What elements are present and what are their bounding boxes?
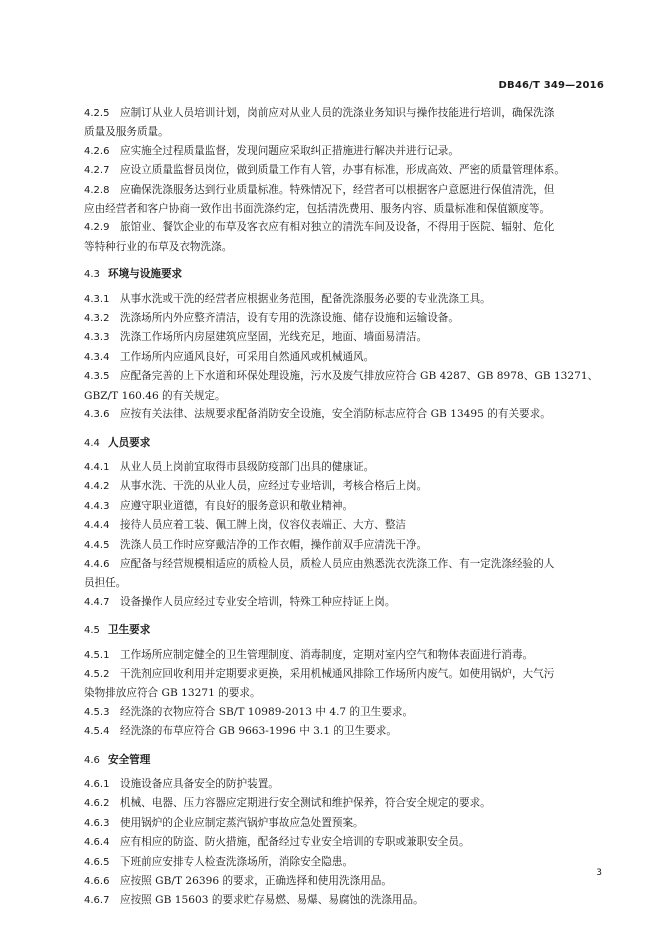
clause-line bbox=[84, 872, 604, 891]
clause-item bbox=[84, 290, 604, 309]
clause-number: 4.3.3 bbox=[84, 332, 110, 344]
clause-line bbox=[84, 646, 604, 665]
clause-text: 应实施全过程质量监督，发现问题应采取纠正措施进行解决并进行记录。 bbox=[120, 144, 459, 157]
clause-text: 应按照 GB/T 26396 的要求，正确选择和使用洗涤用品。 bbox=[120, 875, 392, 888]
clause-item bbox=[84, 516, 604, 535]
clause-number: 4.3.4 bbox=[84, 351, 110, 363]
clause-number: 4.3.5 bbox=[84, 371, 110, 383]
clause-number: 4.3.1 bbox=[84, 293, 110, 305]
clause-line bbox=[84, 181, 604, 200]
clause-line bbox=[84, 722, 604, 741]
clause-item bbox=[84, 536, 604, 555]
clause-item bbox=[84, 703, 604, 722]
clause-continuation: 应由经营者和客户协商一致作出书面洗涤约定，包括清洗费用、服务内容、质量标准和保值额度等。 bbox=[84, 203, 551, 216]
clause-item bbox=[84, 833, 604, 852]
clause-line bbox=[84, 367, 604, 386]
clause-line bbox=[84, 516, 604, 535]
clause-number: 4.2.8 bbox=[84, 184, 110, 196]
section-heading bbox=[84, 434, 604, 453]
clause-text: 应配备完善的上下水道和环保处理设施，污水及废气排放应符合 GB 4287、GB 8978、GB 13271、 bbox=[120, 370, 599, 383]
clause-item bbox=[84, 367, 604, 405]
clause-line bbox=[84, 104, 604, 123]
clause-item bbox=[84, 181, 604, 219]
clause-line bbox=[84, 853, 604, 872]
clause-item bbox=[84, 142, 604, 161]
clause-item bbox=[84, 218, 604, 256]
clause-number: 4.3.6 bbox=[84, 409, 110, 421]
clause-number: 4.2.7 bbox=[84, 165, 110, 177]
clause-number: 4.5.4 bbox=[84, 726, 110, 738]
clause-line bbox=[84, 328, 604, 347]
clause-number: 4.2.5 bbox=[84, 108, 110, 119]
clause-number: 4.4.4 bbox=[84, 520, 110, 532]
clause-line bbox=[84, 405, 604, 424]
clause-number: 4.2.9 bbox=[84, 222, 110, 234]
clause-number: 4.6.7 bbox=[84, 895, 110, 907]
clause-line bbox=[84, 497, 604, 516]
document-body bbox=[84, 104, 604, 911]
clause-number: 4.4.6 bbox=[84, 558, 110, 570]
section-title: 人员要求 bbox=[108, 436, 151, 449]
clause-text: 从业人员上岗前宜取得市县级防疫部门出具的健康证。 bbox=[120, 460, 375, 473]
clause-line bbox=[84, 593, 604, 612]
section-title: 安全管理 bbox=[108, 753, 151, 766]
clause-text: 应配备与经营规模相适应的质检人员，质检人员应由熟悉洗衣洗涤工作、有一定洗涤经验的人 bbox=[120, 557, 555, 570]
clause-number: 4.6.6 bbox=[84, 876, 110, 888]
clause-number: 4.4.5 bbox=[84, 539, 110, 551]
clause-number: 4.5.1 bbox=[84, 649, 110, 661]
clause-continuation: 染物排放应符合 GB 13271 的要求。 bbox=[84, 687, 261, 700]
clause-text: 设备操作人员应经过专业安全培训，特殊工种应持证上岗。 bbox=[120, 595, 396, 608]
clause-number: 4.4.2 bbox=[84, 481, 110, 493]
clause-text: 干洗剂应回收利用并定期要求更换，采用机械通风排除工作场所内废气。如使用锅炉，大气污 bbox=[120, 667, 555, 680]
clause-number: 4.4.3 bbox=[84, 500, 110, 512]
clause-line bbox=[84, 703, 604, 722]
clause-item bbox=[84, 405, 604, 424]
clause-item bbox=[84, 458, 604, 477]
clause-number: 4.5.3 bbox=[84, 706, 110, 718]
section-heading bbox=[84, 265, 604, 284]
clause-item bbox=[84, 891, 604, 910]
clause-item bbox=[84, 497, 604, 516]
section-number: 4.6 bbox=[84, 754, 100, 766]
clause-text: 应遵守职业道德，有良好的服务意识和敬业精神。 bbox=[120, 499, 354, 512]
clause-number: 4.6.3 bbox=[84, 817, 110, 829]
clause-item bbox=[84, 775, 604, 794]
clause-line bbox=[84, 309, 604, 328]
clause-number: 4.6.5 bbox=[84, 856, 110, 868]
clause-item bbox=[84, 853, 604, 872]
clause-text: 设施设备应具备安全的防护装置。 bbox=[120, 778, 279, 790]
clause-item bbox=[84, 555, 604, 593]
clause-text: 应确保洗涤服务达到行业质量标准。特殊情况下，经营者可以根据客户意愿进行保值清洗，但 bbox=[120, 183, 555, 196]
clause-line bbox=[84, 665, 604, 684]
clause-item bbox=[84, 722, 604, 741]
clause-number: 4.6.4 bbox=[84, 837, 110, 849]
clause-continuation: 等特种行业的布草及衣物洗涤。 bbox=[84, 240, 233, 253]
clause-line bbox=[84, 833, 604, 852]
clause-continuation: 员担任。 bbox=[84, 577, 127, 590]
clause-text: 洗涤工作场所内房屋建筑应坚固，光线充足，地面、墙面易清洁。 bbox=[120, 331, 428, 344]
clause-text: 从事水洗、干洗的从业人员，应经过专业培训，考核合格后上岗。 bbox=[120, 480, 428, 493]
section-number: 4.5 bbox=[84, 625, 100, 637]
page-number: 3 bbox=[596, 868, 602, 878]
clause-text: 旅馆业、餐饮企业的布草及客衣应有相对独立的清洗车间及设备，不得用于医院、辐射、危化 bbox=[120, 221, 555, 234]
section-title: 卫生要求 bbox=[108, 624, 151, 637]
section-number: 4.4 bbox=[84, 437, 100, 449]
clause-text: 使用锅炉的企业应制定蒸汽锅炉事故应急处置预案。 bbox=[120, 816, 364, 829]
clause-item bbox=[84, 665, 604, 703]
clause-line bbox=[84, 814, 604, 833]
clause-text: 应设立质量监督员岗位，做到质量工作有人管，办事有标准，形成高效、严密的质量管理体系。 bbox=[120, 164, 565, 177]
clause-item bbox=[84, 161, 604, 180]
clause-item bbox=[84, 794, 604, 813]
clause-item bbox=[84, 477, 604, 496]
clause-text: 应有相应的防盗、防火措施，配备经过专业安全培训的专职或兼职安全员。 bbox=[120, 836, 470, 849]
clause-text: 应按有关法律、法规要求配备消防安全设施，安全消防标志应符合 GB 13495 的有关要求。 bbox=[120, 408, 551, 421]
clause-text: 接待人员应着工装、佩工牌上岗，仪容仪表端正、大方、整洁 bbox=[120, 519, 407, 532]
clause-text: 从事水洗或干洗的经营者应根据业务范围，配备洗涤服务必要的专业洗涤工具。 bbox=[120, 292, 491, 305]
clause-number: 4.6.2 bbox=[84, 798, 110, 810]
clause-item bbox=[84, 328, 604, 347]
clause-line bbox=[84, 290, 604, 309]
clause-text: 工作场所应制定健全的卫生管理制度、消毒制度，定期对室内空气和物体表面进行消毒。 bbox=[120, 648, 534, 661]
clause-line bbox=[84, 555, 604, 574]
clause-text: 工作场所内应通风良好，可采用自然通风或机械通风。 bbox=[120, 350, 375, 363]
section-heading bbox=[84, 751, 604, 770]
section-heading bbox=[84, 621, 604, 640]
clause-line bbox=[84, 161, 604, 180]
clause-item bbox=[84, 646, 604, 665]
clause-continuation: GBZ/T 160.46 的有关规定。 bbox=[84, 389, 226, 402]
clause-item bbox=[84, 814, 604, 833]
clause-item bbox=[84, 309, 604, 328]
clause-line bbox=[84, 794, 604, 813]
clause-text: 机械、电器、压力容器应定期进行安全测试和维护保养，符合安全规定的要求。 bbox=[120, 797, 491, 810]
clause-number: 4.6.1 bbox=[84, 779, 110, 790]
clause-text: 经洗涤的布草应符合 GB 9663-1996 中 3.1 的卫生要求。 bbox=[120, 725, 397, 738]
clause-text: 应按照 GB 15603 的要求贮存易燃、易爆、易腐蚀的洗涤用品。 bbox=[120, 894, 424, 907]
section-number: 4.3 bbox=[84, 269, 100, 281]
clause-line bbox=[84, 458, 604, 477]
clause-text: 洗涤人员工作时应穿戴洁净的工作衣帽，操作前双手应清洗干净。 bbox=[120, 538, 428, 551]
clause-line bbox=[84, 218, 604, 237]
clause-text: 洗涤场所内外应整齐清洁，设有专用的洗涤设施、储存设施和运输设备。 bbox=[120, 312, 459, 325]
clause-number: 4.2.6 bbox=[84, 145, 110, 157]
clause-line bbox=[84, 536, 604, 555]
clause-number: 4.4.1 bbox=[84, 461, 110, 473]
clause-item bbox=[84, 104, 604, 142]
section-title: 环境与设施要求 bbox=[108, 268, 183, 281]
clause-line bbox=[84, 477, 604, 496]
clause-text: 经洗涤的衣物应符合 SB/T 10989-2013 中 4.7 的卫生要求。 bbox=[120, 705, 414, 718]
clause-text: 应制订从业人员培训计划，岗前应对从业人员的洗涤业务知识与操作技能进行培训，确保洗涤 bbox=[120, 107, 555, 119]
clause-item bbox=[84, 593, 604, 612]
clause-number: 4.3.2 bbox=[84, 313, 110, 325]
clause-number: 4.4.7 bbox=[84, 596, 110, 608]
clause-item bbox=[84, 348, 604, 367]
clause-continuation: 质量及服务质量。 bbox=[84, 126, 169, 139]
clause-item bbox=[84, 872, 604, 891]
clause-line bbox=[84, 891, 604, 910]
clause-line bbox=[84, 142, 604, 161]
clause-line bbox=[84, 348, 604, 367]
document-code: DB46/T 349—2016 bbox=[498, 80, 604, 91]
clause-line bbox=[84, 775, 604, 794]
clause-number: 4.5.2 bbox=[84, 668, 110, 680]
clause-text: 下班前应安排专人检查洗涤场所，消除安全隐患。 bbox=[120, 855, 354, 868]
